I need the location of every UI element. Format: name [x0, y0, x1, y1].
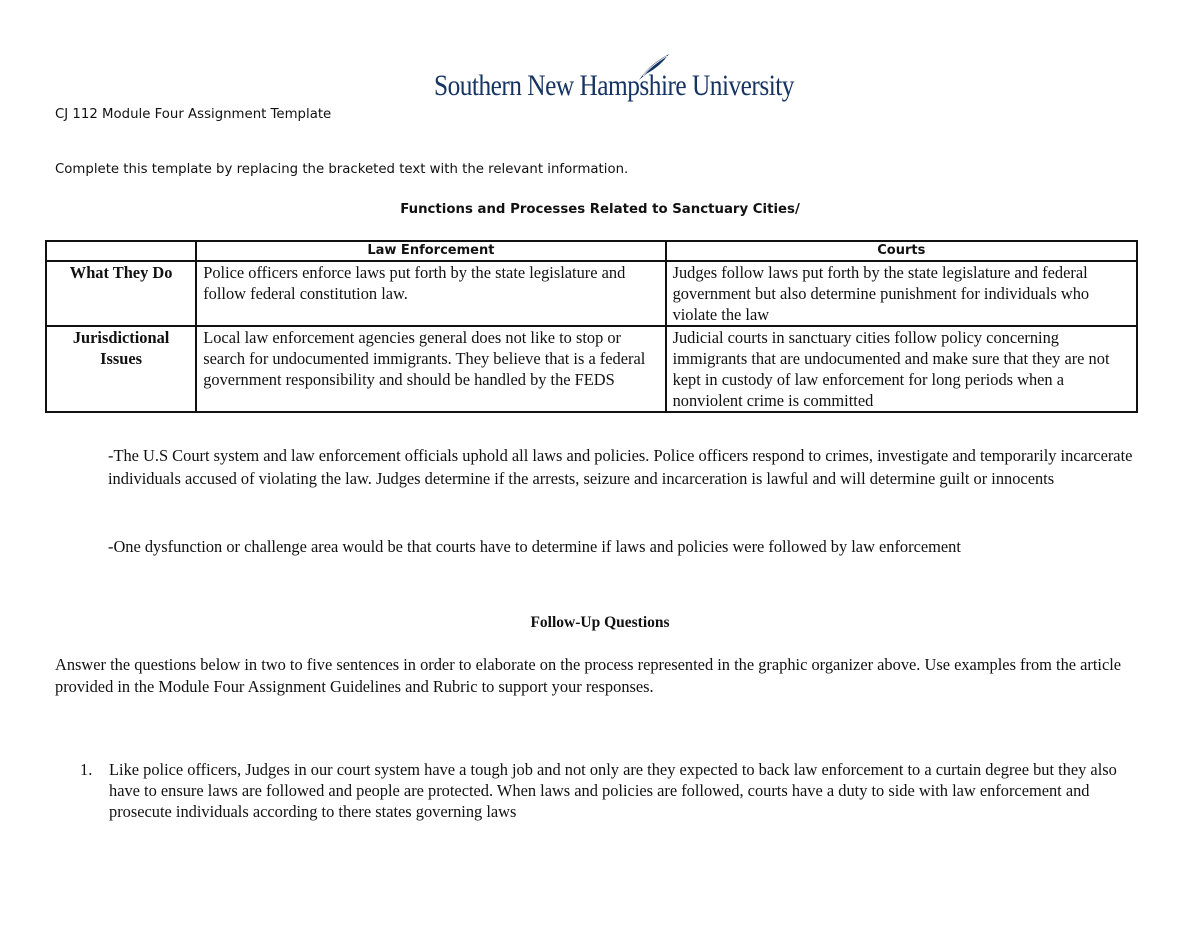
- table-header-row: [46, 241, 1137, 261]
- cell-law-enforcement: Police officers enforce laws put forth by the state legislature and follow federal constitution law.: [196, 261, 665, 326]
- logo-wordmark: Southern New Hampshire University: [434, 70, 794, 102]
- column-header-courts: Courts: [666, 241, 1137, 261]
- document-header: CJ 112 Module Four Assignment Template: [55, 107, 332, 122]
- answer-number: 1.: [80, 760, 93, 779]
- table-row: [46, 326, 1137, 412]
- cell-courts: Judicial courts in sanctuary cities follow policy concerning immigrants that are undocumented and make sure that they are not kept in custody of law enforcement for long periods when a nonviolent crime is committed: [666, 326, 1137, 412]
- follow-up-instructions: Answer the questions below in two to five sentences in order to elaborate on the process represented in the graphic organizer above. Use examples from the article provided in the Module Four Assignment Guidelines and Rubric to support your responses.: [55, 655, 1122, 696]
- answer-text: Like police officers, Judges in our court system have a tough job and not only are they expected to back law enforcement to a curtain degree but they also have to ensure laws are followed and people are protected. When laws and policies are followed, courts have a duty to side with law enforcement and prosecute individuals according to there states governing laws: [109, 760, 1117, 821]
- cell-courts: Judges follow laws put forth by the state legislature and federal government but also determine punishment for individuals who violate the law: [666, 261, 1137, 326]
- template-instructions: Complete this template by replacing the bracketed text with the relevant information.: [55, 162, 629, 177]
- university-logo: [434, 52, 794, 106]
- follow-up-title: Follow-Up Questions: [530, 614, 670, 631]
- row-label-jurisdictional-issues: Jurisdictional Issues: [46, 326, 196, 412]
- column-header-law-enforcement: Law Enforcement: [196, 241, 665, 261]
- table-title: Functions and Processes Related to Sanctuary Cities/: [400, 202, 800, 217]
- body-paragraph: -One dysfunction or challenge area would be that courts have to determine if laws and policies were followed by law enforcement: [108, 537, 961, 556]
- sanctuary-cities-table: [45, 240, 1138, 413]
- body-paragraph: -The U.S Court system and law enforcement officials uphold all laws and policies. Police officers respond to crimes, investigate and temporarily incarcerate individuals accused of violating the law. Judges determine if the arrests, seizure and incarceration is lawful and will determine guilt or innocents: [108, 446, 1133, 488]
- table-row: [46, 261, 1137, 326]
- row-label-what-they-do: What They Do: [46, 261, 196, 326]
- cell-law-enforcement: Local law enforcement agencies general does not like to stop or search for undocumented immigrants. They believe that is a federal government responsibility and should be handled by the FEDS: [196, 326, 665, 412]
- column-header-empty: [46, 241, 196, 261]
